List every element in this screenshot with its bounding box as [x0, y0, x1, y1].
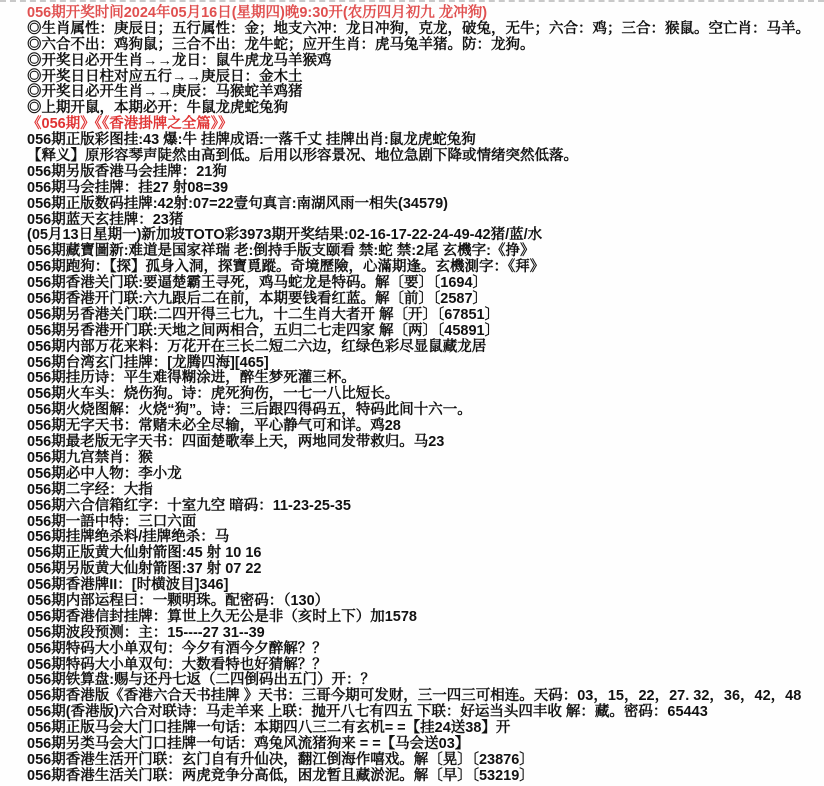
info-line: 056期香港信封挂牌：算世上久无公是非（亥时上下）加1578: [27, 608, 417, 625]
info-line: 056期六合信箱红字：十室九空 暗码：11-23-25-35: [27, 497, 351, 514]
info-line: 056期波段预测：主：15----27 31--39: [27, 624, 265, 641]
info-line: 056期挂牌绝杀料/挂牌绝杀：马: [27, 529, 230, 546]
must-open-zodiac-line-2: ◎开奖日必开生肖→→庚辰：马猴蛇羊鸡猪: [27, 84, 303, 101]
info-line: 056期香港生活开门联：玄门自有升仙决，翻江倒海作嘻戏。解〔晃〕〔23876〕: [27, 751, 534, 768]
last-draw-line: ◎上期开鼠，本期必开：牛鼠龙虎蛇兔狗: [27, 100, 288, 117]
info-line: 056期无字天书：常赌未必全尽输，平心静气可和详。鸡28: [27, 418, 401, 435]
info-line: 056期香港牌II：[时横波目]346]: [27, 577, 229, 594]
draw-time-title: 056期开奖时间2024年05月16日(星期四)晚9:30开(农历四月初九 龙冲狗): [27, 5, 488, 21]
info-line: 056期香港版《香港六合天书挂牌 》天书：三哥今期可发财，三一四三可相连。天码：03，15，22，27. 32，36，42，48: [27, 688, 802, 705]
info-line: 056期九宫禁肖：猴: [27, 449, 153, 466]
info-line: 056期内部运程曰：一颗明珠。配密码：（130）: [27, 592, 330, 609]
info-line: 056期正版彩图挂:43 爆:牛 挂牌成语:一落千丈 挂牌出肖:鼠龙虎蛇兔狗: [27, 132, 476, 149]
info-line: 056期蓝天玄挂牌：23猪: [27, 211, 184, 228]
info-line: 056期马会挂牌：挂27 射08=39: [27, 179, 229, 196]
toto-result-line: (05月13日星期一)新加坡TOTO彩3973期开奖结果:02-16-17-22-24-49-42猪/蓝/水: [27, 227, 543, 244]
info-line: 056期香港生活关门联：两虎竞争分高低，困龙暂且藏淤泥。解〔早〕〔53219〕: [27, 767, 534, 784]
liuhe-exclusion-line: ◎六合不出：鸡狗鼠；三合不出：龙牛蛇；应开生肖：虎马兔羊猪。防：龙狗。: [27, 36, 535, 53]
info-line: 056期台湾玄门挂牌：[龙腾四海][465]: [27, 354, 269, 371]
section-title: 《056期》《《香港掛牌之全篇》》: [27, 116, 233, 133]
info-line: 056期另版黄大仙射箭图:37 射 07 22: [27, 561, 262, 578]
info-line: 056期另香港关门联:二四开得三七九，十二生肖大者开 解〔开〕〔67851〕: [27, 306, 500, 323]
info-line: 056期最老版无字天书：四面楚歌奉上天，两地同发带救归。马23: [27, 434, 445, 451]
interpretation-line: 【释义】原形容琴声陡然由高到低。后用以形容景况、地位急剧下降或情绪突然低落。: [27, 148, 578, 165]
info-line: 056期火烧图解：火烧“狗”。诗：三后跟四得码五，特码此间十六一。: [27, 402, 472, 419]
text-lines-list: [27, 6, 818, 785]
info-line: 056期另类马会大门口挂牌一句话：鸡兔风流猪狗来 = =【马会送03】: [27, 735, 470, 752]
info-line: 056期一語中特：三口六面: [27, 513, 197, 530]
info-line: 056期火车头：烧伤狗。诗：虎死狗伤，一七一八比短长。: [27, 386, 400, 403]
zodiac-attributes-line: ◎生肖属性：庚辰日；五行属性：金；地支六冲：龙日冲狗，克龙，破兔，无牛；六合：鸡；三合：猴鼠。空亡肖：马羊。: [27, 20, 810, 37]
info-line: 056期正版黄大仙射箭图:45 射 10 16: [27, 545, 262, 562]
info-line: 056期二字经：大指: [27, 481, 153, 498]
info-line: 056期特码大小单双句：今夕有酒今夕醉解？？: [27, 640, 327, 657]
info-line: 056期铁算盘:赐与还丹七返（二四倒码出五门）开：？: [27, 672, 376, 689]
info-line: 056期特码大小单双句：大数看特也好猜解？？: [27, 656, 327, 673]
info-line: 056期(香港版)六合对联诗：马走羊来 上联：抛开八七有四五 下联：好运当头四丰收 解：藏。密码：65443: [27, 704, 708, 721]
info-line: 056期正版马会大门口挂牌一句话：本期四八三二有玄机= =【挂24送38】开: [27, 720, 511, 737]
five-elements-line: ◎开奖日日柱对应五行→→庚辰日：金木土: [27, 68, 303, 85]
info-line: 056期内部万花来料：万花开在三长二短二六边，红绿色彩尽显鼠藏龙居: [27, 338, 487, 355]
must-open-zodiac-line-1: ◎开奖日必开生肖→→龙日：鼠牛虎龙马羊猴鸡: [27, 52, 332, 69]
info-line: 056期香港关门联:要逼楚霸王寻死，鸡马蛇龙是特码。解〔要〕〔1694〕: [27, 275, 488, 292]
info-line: 056期跑狗：【探】孤身入洞，探寶覓蹤。奇境歷險，心滿期逢。玄機測字：《拜》: [27, 259, 545, 276]
info-line: 056期必中人物：李小龙: [27, 465, 182, 482]
info-line: 056期香港开门联:六九跟后二在前，本期要钱看红蓝。解〔前〕〔2587〕: [27, 291, 488, 308]
info-line: 056期挂历诗：平生难得糊涂进，醉生梦死灌三杯。: [27, 370, 356, 387]
info-line: 056期正版数码挂牌:42射:07=22壹句真言:南湖风雨一相失(34579): [27, 195, 449, 212]
info-line: 056期藏寶圖新:难道是国家祥瑞 老:倒持手版支颐看 禁:蛇 禁:2尾 玄機字:《挣》: [27, 243, 535, 260]
info-line: 056期另版香港马会挂牌：21狗: [27, 163, 227, 180]
info-line: 056期另香港开门联:天地之间两相合，五归二七走四家 解〔两〕〔45891〕: [27, 322, 500, 339]
